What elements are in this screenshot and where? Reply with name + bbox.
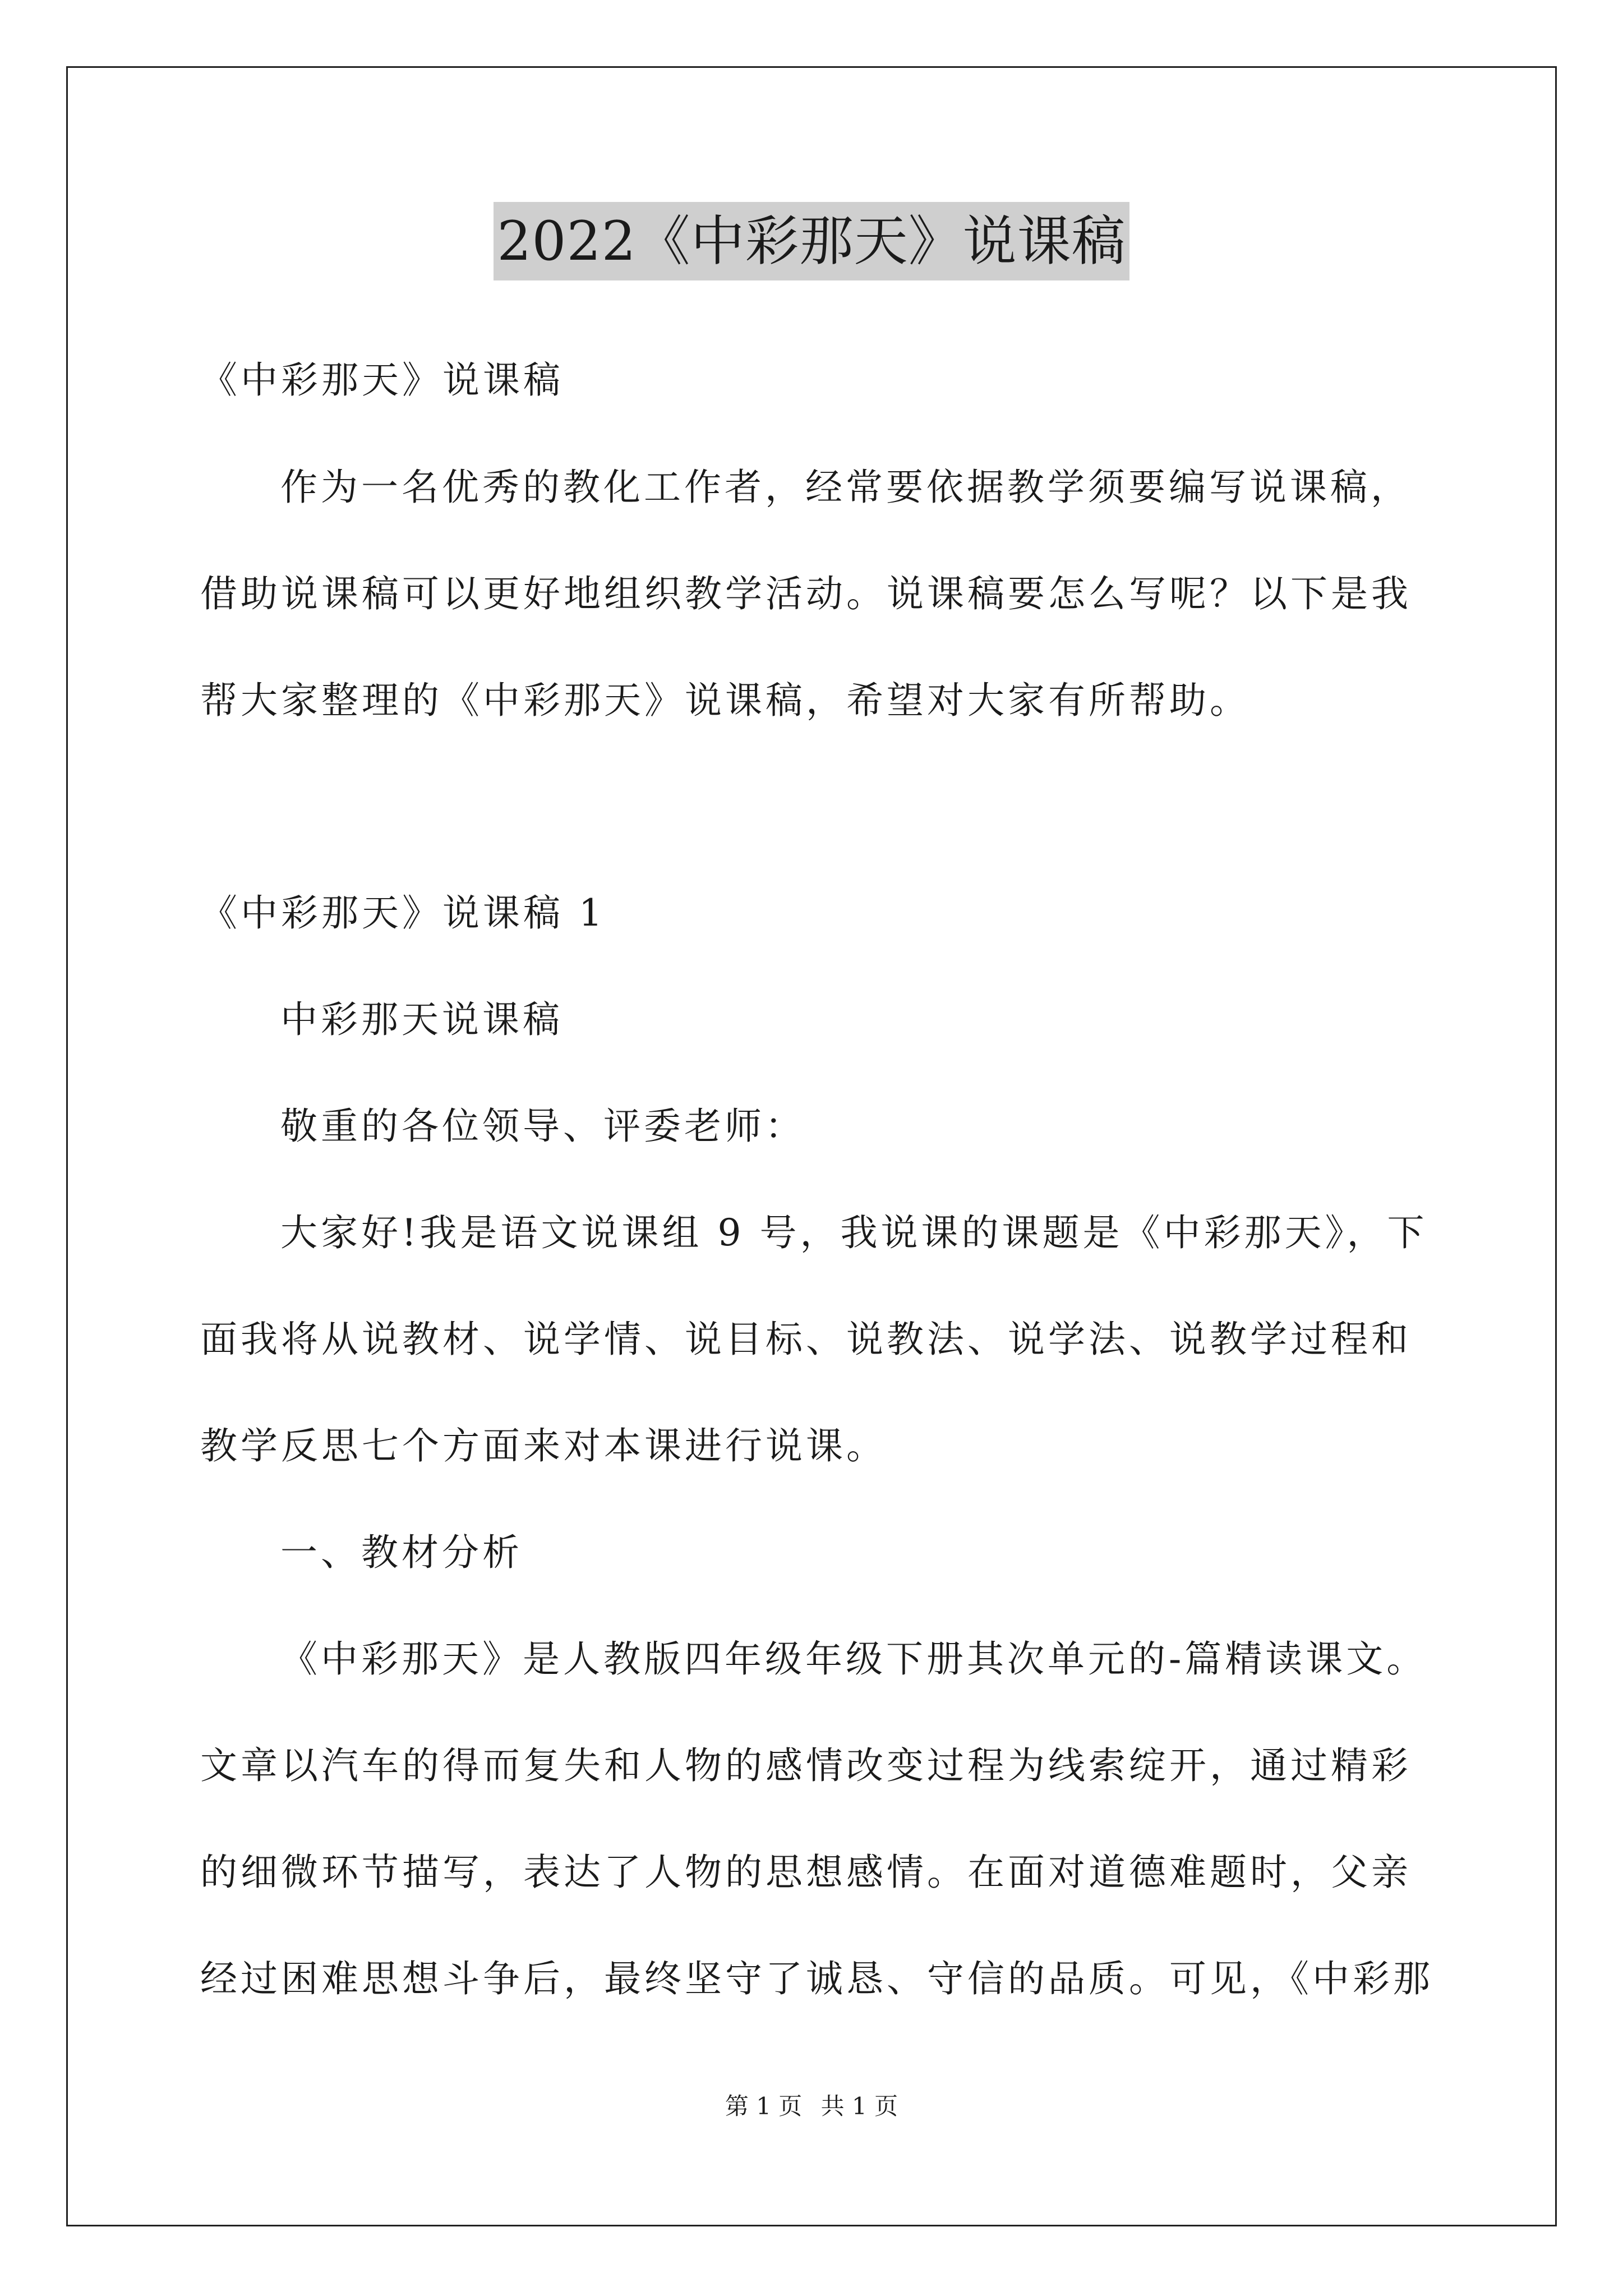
paragraph-line: 敬重的各位领导、评委老师： bbox=[280, 1105, 805, 1148]
paragraph-line: 帮大家整理的《中彩那天》说课稿，希望对大家有所帮助。 bbox=[200, 679, 1250, 722]
document-title: 2022《中彩那天》说课稿 bbox=[494, 202, 1129, 280]
paragraph-line: 作为一名优秀的教化工作者，经常要依据教学须要编写说课稿， bbox=[280, 466, 1411, 509]
paragraph-line: 经过困难思想斗争后，最终坚守了诚恳、守信的品质。可见，《中彩那 bbox=[200, 1957, 1433, 2000]
paragraph-line: 的细微环节描写，表达了人物的思想感情。在面对道德难题时，父亲 bbox=[200, 1851, 1412, 1894]
title-container bbox=[0, 202, 1623, 280]
paragraph-line: 《中彩那天》是人教版四年级年级下册其次单元的-篇精读课文。 bbox=[280, 1637, 1427, 1681]
subtitle-line: 《中彩那天》说课稿 bbox=[200, 358, 564, 402]
paragraph-line: 教学反思七个方面来对本课进行说课。 bbox=[200, 1424, 887, 1467]
page-total: 共 1 页 bbox=[820, 2092, 898, 2120]
section-heading: 《中彩那天》说课稿 1 bbox=[200, 891, 606, 935]
page-number: 第 1 页 bbox=[725, 2092, 803, 2120]
paragraph-line: 中彩那天说课稿 bbox=[280, 998, 563, 1041]
paragraph-line: 借助说课稿可以更好地组织教学活动。说课稿要怎么写呢？以下是我 bbox=[200, 572, 1412, 615]
paragraph-line: 文章以汽车的得而复失和人物的感情改变过程为线索绽开，通过精彩 bbox=[200, 1744, 1412, 1787]
page-footer bbox=[0, 2090, 1623, 2123]
paragraph-line: 大家好!我是语文说课组 9 号，我说课的课题是《中彩那天》，下 bbox=[280, 1211, 1428, 1254]
paragraph-line: 面我将从说教材、说学情、说目标、说教法、说学法、说教学过程和 bbox=[200, 1318, 1412, 1361]
section-heading: 一、教材分析 bbox=[280, 1531, 523, 1574]
